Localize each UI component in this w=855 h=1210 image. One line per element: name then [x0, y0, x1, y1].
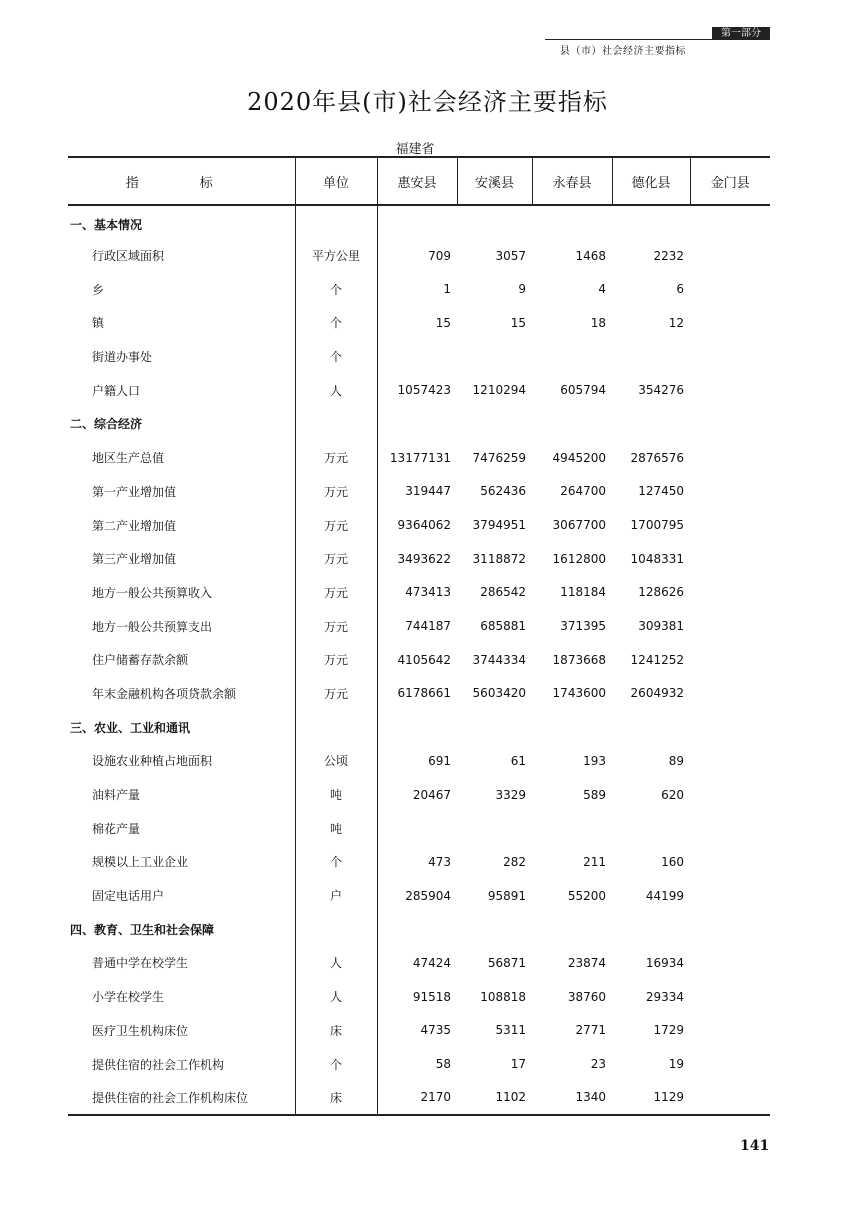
unit-cell: 个	[295, 340, 377, 374]
unit-cell	[295, 710, 377, 744]
table-row	[68, 508, 770, 542]
value-cell: 56871	[487, 955, 526, 970]
unit-cell: 万元	[295, 609, 377, 643]
indicator-label: 提供住宿的社会工作机构床位	[68, 1081, 295, 1115]
indicator-label: 棉花产量	[92, 821, 141, 836]
value-cell	[690, 980, 770, 1014]
value-cell: 1241252	[630, 652, 684, 667]
value-cell	[690, 811, 770, 845]
value-cell: 3057	[495, 248, 526, 263]
value-cell	[457, 340, 532, 374]
indicator-label: 地区生产总值	[92, 451, 165, 466]
unit-cell: 万元	[295, 643, 377, 677]
value-cell: 605794	[560, 383, 606, 398]
value-cell	[690, 778, 770, 812]
value-cell: 2170	[377, 1081, 457, 1115]
col-header-unit: 单位	[295, 157, 377, 205]
unit-cell: 个	[295, 306, 377, 340]
indicator-label: 第三产业增加值	[92, 552, 177, 567]
value-cell	[690, 340, 770, 374]
indicator-label: 医疗卫生机构床位	[92, 1023, 189, 1038]
indicator-label: 年末金融机构各项贷款余额	[92, 686, 237, 701]
value-cell: 2771	[575, 1023, 606, 1038]
table-row	[68, 811, 770, 845]
value-cell	[377, 811, 457, 845]
value-cell: 1612800	[552, 551, 606, 566]
value-cell: 3067700	[552, 518, 606, 533]
table-body	[68, 205, 770, 1115]
unit-cell: 床	[295, 1081, 377, 1115]
table-row	[68, 744, 770, 778]
table-row	[68, 879, 770, 913]
indicator-label: 固定电话用户	[92, 889, 165, 904]
col-header-jinmen: 金门县	[690, 157, 770, 205]
section-label: 二、综合经济	[70, 417, 143, 432]
unit-cell: 万元	[295, 677, 377, 711]
value-cell: 23	[590, 1057, 606, 1072]
value-cell	[690, 744, 770, 778]
value-cell: 1057423	[397, 383, 451, 398]
value-cell: 1048331	[630, 551, 684, 566]
value-cell	[690, 508, 770, 542]
table-row	[68, 677, 770, 711]
indicator-label: 行政区域面积	[92, 249, 165, 264]
value-cell: 691	[428, 753, 451, 768]
unit-cell: 吨	[295, 778, 377, 812]
value-cell	[377, 710, 457, 744]
indicator-label: 地方一般公共预算收入	[92, 585, 213, 600]
value-cell	[457, 407, 532, 441]
value-cell: 89	[668, 753, 684, 768]
value-cell: 6178661	[397, 686, 451, 701]
value-cell: 1873668	[552, 652, 606, 667]
value-cell: 371395	[560, 619, 606, 634]
value-cell: 3744334	[472, 652, 526, 667]
value-cell: 9	[518, 282, 526, 297]
value-cell: 1129	[612, 1081, 690, 1115]
value-cell: 19	[668, 1057, 684, 1072]
value-cell	[612, 340, 690, 374]
value-cell: 7476259	[472, 450, 526, 465]
value-cell	[690, 542, 770, 576]
indicator-label: 街道办事处	[92, 350, 153, 365]
indicator-label: 户籍人口	[92, 383, 141, 398]
value-cell: 473	[428, 854, 451, 869]
value-cell: 4735	[420, 1023, 451, 1038]
value-cell: 1102	[457, 1081, 532, 1115]
value-cell: 160	[661, 854, 684, 869]
value-cell: 9364062	[397, 518, 451, 533]
unit-cell: 万元	[295, 441, 377, 475]
value-cell: 2876576	[630, 450, 684, 465]
unit-cell: 床	[295, 1014, 377, 1048]
value-cell: 23874	[567, 955, 606, 970]
value-cell: 282	[503, 854, 526, 869]
value-cell: 1743600	[552, 686, 606, 701]
value-cell	[690, 677, 770, 711]
value-cell: 744187	[405, 619, 451, 634]
value-cell: 128626	[638, 585, 684, 600]
indicator-label: 小学在校学生	[92, 990, 165, 1005]
value-cell	[377, 407, 457, 441]
value-cell	[377, 340, 457, 374]
indicator-label: 乡	[92, 282, 105, 297]
table-row	[68, 980, 770, 1014]
unit-cell: 人	[295, 946, 377, 980]
unit-cell	[295, 205, 377, 239]
value-cell: 4945200	[552, 450, 606, 465]
value-cell: 4	[598, 282, 606, 297]
table-row	[68, 1014, 770, 1048]
value-cell: 685881	[480, 619, 526, 634]
value-cell: 47424	[412, 955, 451, 970]
indicator-label: 普通中学在校学生	[92, 956, 189, 971]
section-row	[68, 912, 770, 946]
col-header-anxi: 安溪县	[457, 157, 532, 205]
value-cell	[612, 205, 690, 239]
value-cell	[377, 205, 457, 239]
value-cell	[690, 609, 770, 643]
table-row	[68, 542, 770, 576]
value-cell: 5311	[495, 1023, 526, 1038]
value-cell: 473413	[405, 585, 451, 600]
unit-cell: 平方公里	[295, 239, 377, 273]
value-cell: 319447	[405, 484, 451, 499]
value-cell	[690, 576, 770, 610]
section-label: 四、教育、卫生和社会保障	[70, 922, 215, 937]
value-cell: 1210294	[472, 383, 526, 398]
value-cell: 3794951	[472, 518, 526, 533]
indicator-label: 第一产业增加值	[92, 484, 177, 499]
table-row	[68, 1047, 770, 1081]
value-cell	[690, 1081, 770, 1115]
value-cell	[532, 912, 612, 946]
value-cell	[690, 1014, 770, 1048]
value-cell: 58	[435, 1057, 451, 1072]
value-cell	[532, 710, 612, 744]
value-cell: 354276	[638, 383, 684, 398]
value-cell: 95891	[487, 888, 526, 903]
table-row	[68, 778, 770, 812]
page-title: 2020年县(市)社会经济主要指标	[247, 88, 608, 116]
value-cell: 193	[583, 753, 606, 768]
unit-cell: 个	[295, 845, 377, 879]
table-row	[68, 609, 770, 643]
value-cell: 286542	[480, 585, 526, 600]
value-cell	[690, 643, 770, 677]
value-cell	[532, 340, 612, 374]
province-label: 福建省	[395, 142, 435, 157]
value-cell	[690, 239, 770, 273]
table-row	[68, 475, 770, 509]
table-row	[68, 643, 770, 677]
value-cell: 16934	[645, 955, 684, 970]
table-row	[68, 946, 770, 980]
indicator-label: 第二产业增加值	[92, 518, 177, 533]
unit-cell: 万元	[295, 542, 377, 576]
value-cell	[532, 407, 612, 441]
col-header-indicator: 指 标	[68, 157, 295, 205]
value-cell	[690, 272, 770, 306]
value-cell	[690, 475, 770, 509]
value-cell	[457, 205, 532, 239]
value-cell: 61	[510, 753, 526, 768]
indicator-label: 镇	[92, 316, 105, 331]
value-cell	[690, 845, 770, 879]
col-header-dehua: 德化县	[612, 157, 690, 205]
value-cell	[690, 710, 770, 744]
value-cell: 3329	[495, 787, 526, 802]
value-cell: 20467	[412, 787, 451, 802]
table-row	[68, 373, 770, 407]
indicator-label: 规模以上工业企业	[92, 855, 189, 870]
col-header-huian: 惠安县	[377, 157, 457, 205]
value-cell	[690, 946, 770, 980]
unit-cell: 万元	[295, 508, 377, 542]
value-cell: 589	[583, 787, 606, 802]
value-cell: 17	[510, 1057, 526, 1072]
value-cell: 4105642	[397, 652, 451, 667]
unit-cell: 吨	[295, 811, 377, 845]
unit-cell: 个	[295, 1047, 377, 1081]
col-header-yongchun: 永春县	[532, 157, 612, 205]
value-cell	[377, 912, 457, 946]
indicator-label: 地方一般公共预算支出	[92, 619, 213, 634]
indicator-label: 设施农业种植占地面积	[92, 754, 213, 769]
value-cell	[457, 811, 532, 845]
value-cell: 108818	[480, 989, 526, 1004]
value-cell: 2232	[653, 248, 684, 263]
unit-cell: 万元	[295, 475, 377, 509]
value-cell	[457, 710, 532, 744]
value-cell: 2604932	[630, 686, 684, 701]
unit-cell: 个	[295, 272, 377, 306]
page-number: 141	[740, 1138, 770, 1154]
indicator-label: 油料产量	[92, 788, 141, 803]
value-cell: 38760	[567, 989, 606, 1004]
unit-cell: 人	[295, 373, 377, 407]
indicator-label: 住户储蓄存款余额	[92, 653, 189, 668]
unit-cell: 人	[295, 980, 377, 1014]
value-cell: 29334	[645, 989, 684, 1004]
value-cell	[690, 407, 770, 441]
value-cell	[690, 912, 770, 946]
table-header-row	[68, 157, 770, 205]
value-cell: 285904	[405, 888, 451, 903]
table-row	[68, 239, 770, 273]
value-cell: 709	[428, 248, 451, 263]
table-row	[68, 272, 770, 306]
value-cell: 264700	[560, 484, 606, 499]
table-row	[68, 576, 770, 610]
value-cell	[612, 811, 690, 845]
value-cell: 55200	[567, 888, 606, 903]
value-cell: 620	[661, 787, 684, 802]
section-row	[68, 710, 770, 744]
table-row	[68, 306, 770, 340]
value-cell	[457, 912, 532, 946]
value-cell: 309381	[638, 619, 684, 634]
value-cell	[690, 373, 770, 407]
table-row	[68, 1081, 770, 1115]
unit-cell	[295, 407, 377, 441]
value-cell: 3118872	[472, 551, 526, 566]
indicator-label: 提供住宿的社会工作机构	[92, 1057, 225, 1072]
value-cell: 118184	[560, 585, 606, 600]
value-cell: 91518	[412, 989, 451, 1004]
header-rule	[545, 39, 770, 40]
value-cell	[690, 306, 770, 340]
value-cell: 12	[668, 315, 684, 330]
value-cell: 1729	[653, 1023, 684, 1038]
value-cell	[690, 205, 770, 239]
value-cell	[612, 912, 690, 946]
unit-cell: 万元	[295, 576, 377, 610]
value-cell	[690, 441, 770, 475]
value-cell	[690, 1047, 770, 1081]
value-cell: 1340	[532, 1081, 612, 1115]
value-cell: 13177131	[389, 450, 451, 465]
section-row	[68, 205, 770, 239]
value-cell: 211	[583, 854, 606, 869]
value-cell	[532, 811, 612, 845]
value-cell: 6	[676, 282, 684, 297]
value-cell: 5603420	[472, 686, 526, 701]
unit-cell	[295, 912, 377, 946]
value-cell: 15	[435, 315, 451, 330]
part-tag: 第一部分	[712, 27, 770, 40]
value-cell: 1	[443, 282, 451, 297]
value-cell: 562436	[480, 484, 526, 499]
value-cell: 18	[590, 315, 606, 330]
value-cell: 1700795	[630, 518, 684, 533]
value-cell	[612, 407, 690, 441]
value-cell: 15	[510, 315, 526, 330]
value-cell	[690, 879, 770, 913]
section-row	[68, 407, 770, 441]
unit-cell: 户	[295, 879, 377, 913]
indicator-table	[68, 156, 770, 1116]
value-cell: 3493622	[397, 551, 451, 566]
table-row	[68, 340, 770, 374]
table-row	[68, 441, 770, 475]
value-cell: 127450	[638, 484, 684, 499]
value-cell: 44199	[645, 888, 684, 903]
section-label: 一、基本情况	[70, 217, 143, 232]
value-cell	[612, 710, 690, 744]
value-cell	[532, 205, 612, 239]
unit-cell: 公顷	[295, 744, 377, 778]
table-row	[68, 845, 770, 879]
chapter-title: 县（市）社会经济主要指标	[560, 46, 686, 57]
section-label: 三、农业、工业和通讯	[70, 720, 191, 735]
value-cell: 1468	[575, 248, 606, 263]
